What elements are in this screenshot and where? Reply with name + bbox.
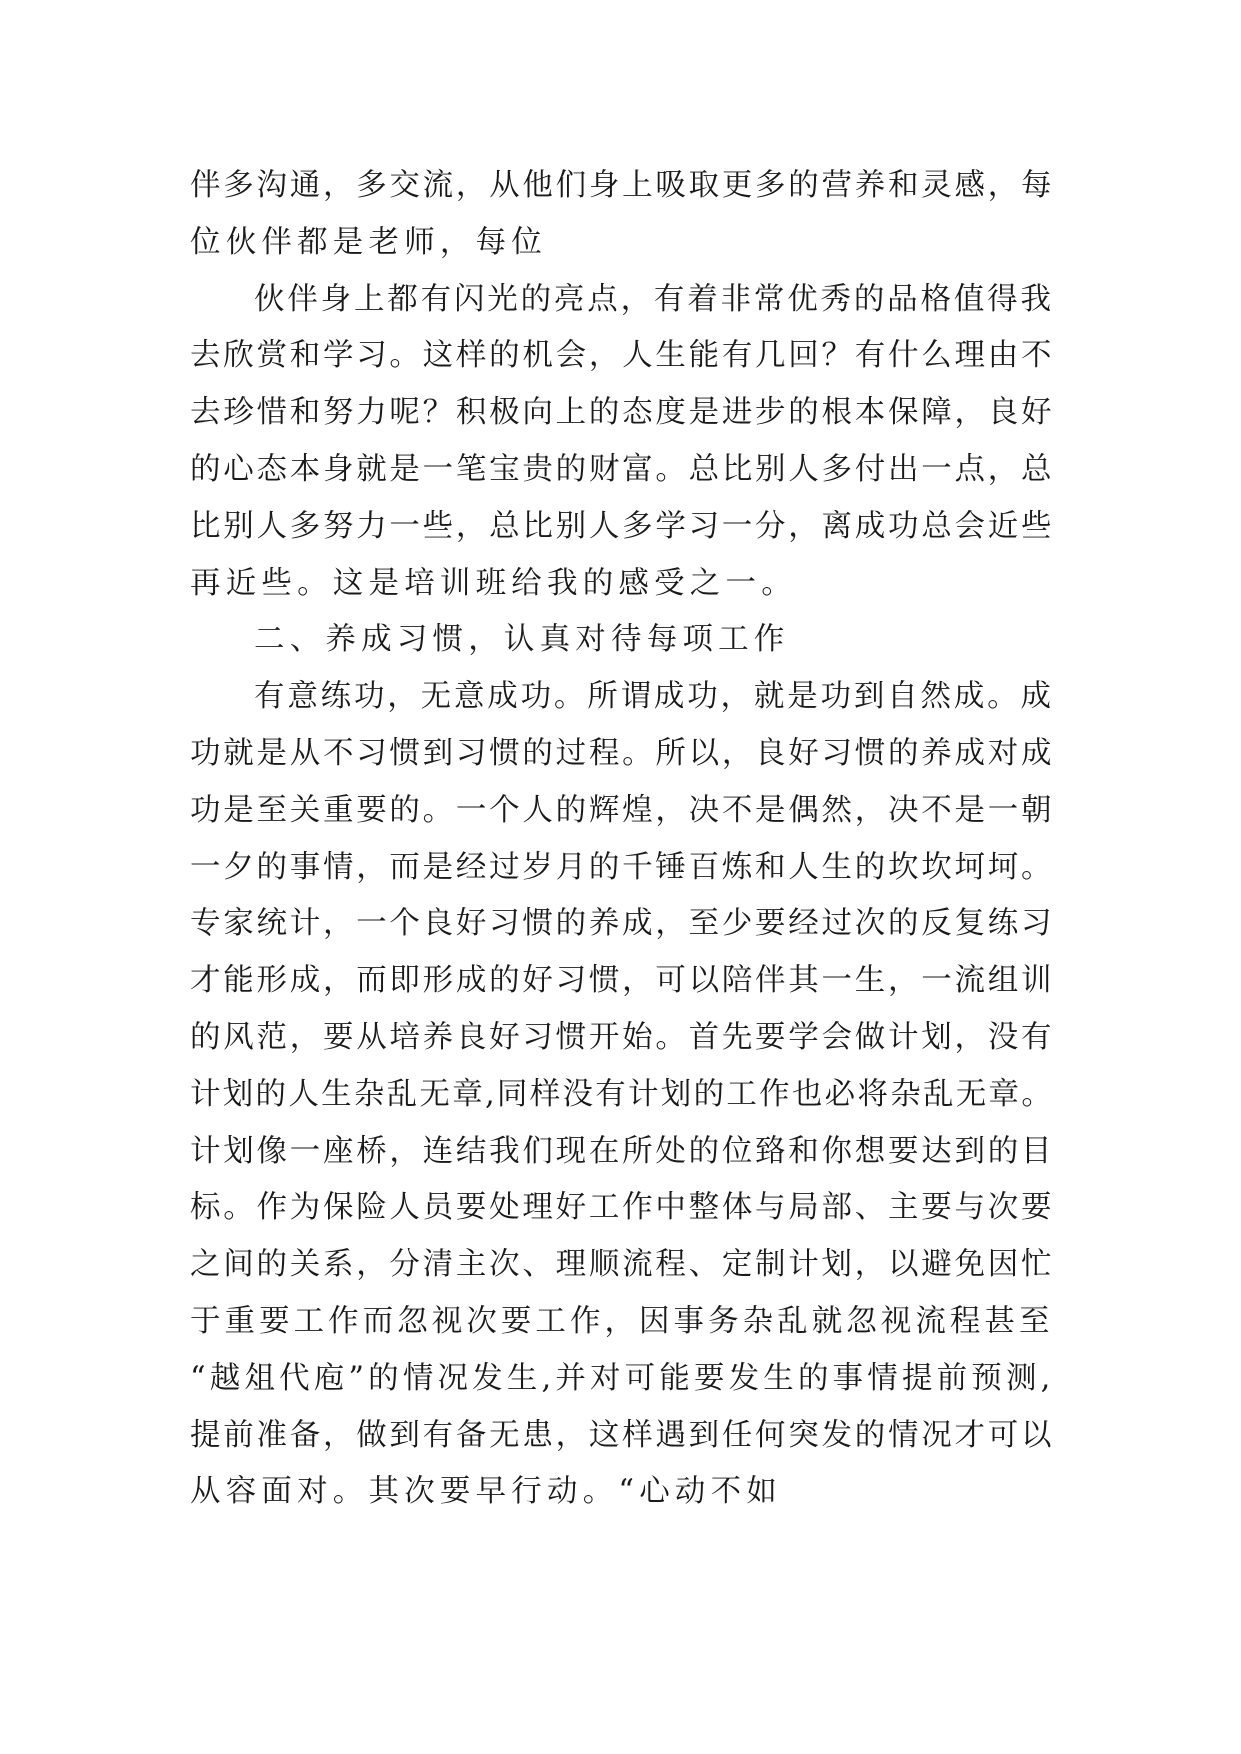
text-line: 位伙伴都是老师，每位 [190, 224, 547, 260]
text-line: 二、养成习惯，认真对待每项工作 [254, 622, 790, 658]
text-line: 伙伴身上都有闪光的亮点，有着非常优秀的品格值得我 [254, 281, 1054, 317]
text-line: 计划的人生杂乱无章,同样没有计划的工作也必将杂乱无章。 [190, 1076, 1055, 1112]
text-line: 功就是从不习惯到习惯的过程。所以，良好习惯的养成对成 [190, 735, 1055, 771]
text-line: 比别人多努力一些，总比别人多学习一分，离成功总会近些 [190, 508, 1055, 544]
text-line: 专家统计，一个良好习惯的养成，至少要经过次的反复练习 [190, 906, 1055, 942]
text-line: 计划像一座桥，连结我们现在所处的位臵和你想要达到的目 [190, 1133, 1055, 1169]
text-line: 才能形成，而即形成的好习惯，可以陪伴其一生，一流组训 [190, 963, 1055, 999]
text-line: 提前准备，做到有备无患，这样遇到任何突发的情况才可以 [190, 1417, 1055, 1453]
text-line: 的风范，要从培养良好习惯开始。首先要学会做计划，没有 [190, 1019, 1055, 1055]
text-line: 再近些。这是培训班给我的感受之一。 [190, 565, 797, 601]
text-line: 一夕的事情，而是经过岁月的千锤百炼和人生的坎坎坷坷。 [190, 849, 1055, 885]
text-line: 标。作为保险人员要处理好工作中整体与局部、主要与次要 [190, 1190, 1055, 1226]
text-line: 的心态本身就是一笔宝贵的财富。总比别人多付出一点，总 [190, 451, 1055, 487]
text-line: 于重要工作而忽视次要工作，因事务杂乱就忽视流程甚至 [190, 1303, 1054, 1339]
text-line: 去珍惜和努力呢？积极向上的态度是进步的根本保障，良好 [190, 395, 1055, 431]
text-line: 有意练功，无意成功。所谓成功，就是功到自然成。成 [254, 679, 1054, 715]
text-line: “越俎代庖”的情况发生,并对可能要发生的事情提前预测, [190, 1360, 1055, 1396]
text-line: 从容面对。其次要早行动。“心动不如 [190, 1474, 782, 1510]
text-line: 伴多沟通，多交流，从他们身上吸取更多的营养和灵感，每 [190, 168, 1055, 203]
text-line: 之间的关系，分清主次、理顺流程、定制计划，以避免因忙 [190, 1247, 1055, 1283]
text-line: 去欣赏和学习。这样的机会，人生能有几回？有什么理由不 [190, 338, 1055, 374]
text-line: 功是至关重要的。一个人的辉煌，决不是偶然，决不是一朝 [190, 792, 1055, 828]
body-text [190, 158, 1054, 1521]
